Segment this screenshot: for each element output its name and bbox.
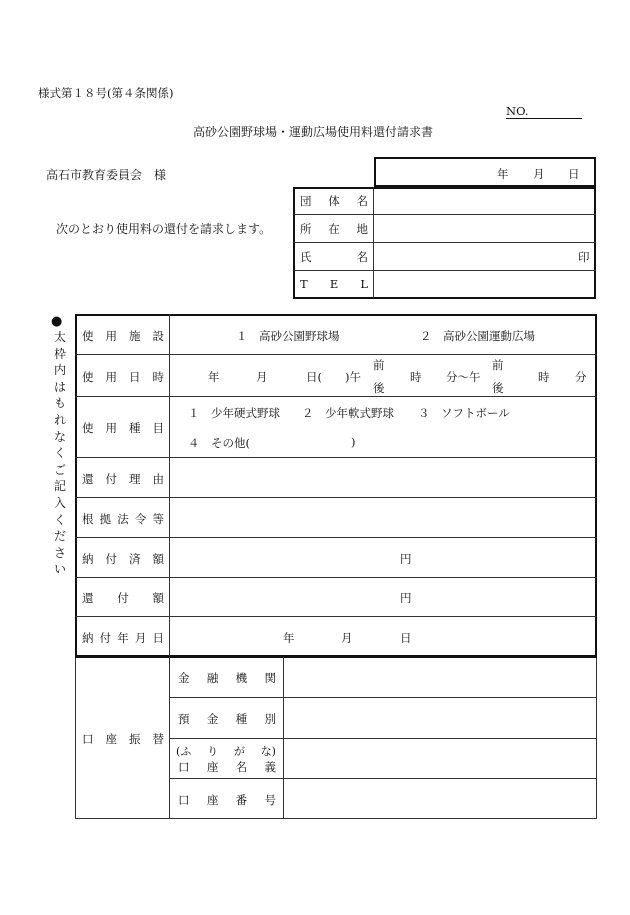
no-underline	[506, 118, 582, 119]
addressee: 高石市教育委員会 様	[46, 168, 167, 182]
date-day: 日	[568, 167, 580, 181]
name-field[interactable]	[375, 244, 594, 269]
refund-amount-field[interactable]	[171, 579, 395, 615]
deposit-type-field[interactable]	[285, 699, 595, 737]
datetime-pm-end[interactable]: 後	[492, 381, 504, 395]
address-field[interactable]	[375, 216, 594, 241]
datetime-month: 月	[256, 370, 268, 384]
datetime-pm[interactable]: 後	[373, 381, 385, 395]
datetime-day: 日( )午	[306, 370, 361, 384]
label-facility: 使 用 施 設	[82, 329, 164, 343]
request-statement: 次のとおり使用料の還付を請求します。	[56, 222, 272, 236]
account-holder-field[interactable]	[285, 740, 595, 777]
label-paid-date: 納 付 年 月 日	[82, 631, 164, 645]
form-title: 高砂公園野球場・運動広場使用料還付請求書	[193, 125, 434, 139]
datetime-am[interactable]: 前	[373, 358, 385, 372]
law-field[interactable]	[171, 499, 595, 536]
label-type: 使 用 種 目	[82, 421, 164, 435]
paid-date-day: 日	[400, 631, 412, 645]
type-other-field[interactable]	[248, 432, 348, 450]
label-name: 氏 名	[300, 250, 368, 264]
type-option-softball[interactable]: ３ ソフトボール	[418, 406, 510, 420]
type-option-other[interactable]: ４ その他(	[188, 436, 250, 450]
group-name-field[interactable]	[375, 189, 594, 213]
refund-amount-unit: 円	[400, 591, 412, 605]
label-bank: 金 融 機 関	[178, 671, 276, 685]
label-address: 所 在 地	[300, 222, 368, 236]
date-year: 年	[497, 167, 509, 181]
label-reason: 還 付 理 由	[82, 472, 164, 486]
label-tel: T E L	[300, 277, 368, 291]
label-datetime: 使 用 日 時	[82, 370, 164, 384]
datetime-minute-end: 分	[575, 370, 587, 384]
datetime-am-end[interactable]: 前	[492, 358, 504, 372]
paid-date-month: 月	[341, 631, 353, 645]
type-option-softball-youth[interactable]: ２ 少年軟式野球	[302, 406, 394, 420]
label-account-holder: 口 座 名 義	[178, 760, 276, 774]
datetime-year: 年	[208, 370, 220, 384]
account-number-field[interactable]	[285, 780, 595, 817]
no-label: NO.	[506, 104, 529, 118]
label-group-name: 団 体 名	[300, 194, 368, 208]
notice-text: 太枠内はもれなくご記入ください	[53, 330, 66, 577]
type-other-close: )	[351, 435, 356, 449]
form-number: 様式第１８号(第４条関係)	[38, 86, 174, 100]
type-option-hardball[interactable]: １ 少年硬式野球	[188, 406, 280, 420]
label-refund-amount: 還 付 額	[82, 591, 164, 605]
date-box[interactable]	[374, 157, 596, 187]
paid-amount-field[interactable]	[171, 539, 395, 576]
reason-field[interactable]	[171, 459, 595, 496]
paid-amount-unit: 円	[400, 552, 412, 566]
datetime-minute-to: 分〜午	[446, 370, 481, 384]
label-law: 根 拠 法 令 等	[82, 512, 164, 526]
datetime-hour: 時	[410, 370, 422, 384]
date-month: 月	[533, 167, 545, 181]
label-account-transfer: 口 座 振 替	[82, 732, 164, 746]
datetime-hour-end: 時	[538, 370, 550, 384]
label-account-number: 口 座 番 号	[178, 793, 276, 807]
label-furigana: (ふ り が な)	[176, 745, 276, 758]
tel-field[interactable]	[375, 272, 594, 297]
label-paid-amount: 納 付 済 額	[82, 552, 164, 566]
facility-option-ground[interactable]: ２ 高砂公園運動広場	[420, 329, 535, 343]
label-deposit-type: 預 金 種 別	[178, 712, 276, 726]
seal-mark: 印	[578, 250, 590, 264]
notice-bullet: ●	[51, 314, 63, 329]
paid-date-year: 年	[283, 631, 295, 645]
facility-option-baseball[interactable]: １ 高砂公園野球場	[236, 329, 340, 343]
bank-field[interactable]	[285, 659, 595, 696]
